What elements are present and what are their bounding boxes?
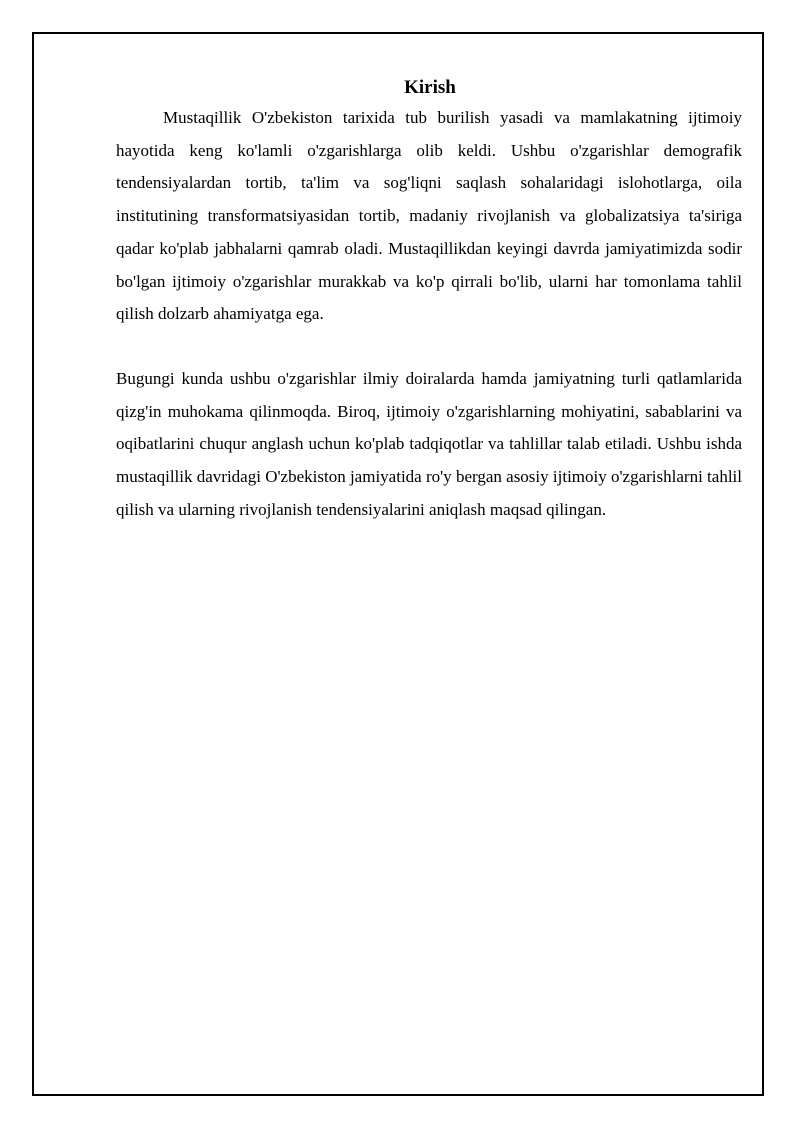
document-title: Kirish	[404, 77, 456, 98]
document-body	[116, 74, 742, 526]
paragraph-intro: Mustaqillik O'zbekiston tarixida tub burilish yasadi va mamlakatning ijtimoiy hayotida keng ko'lamli o'zgarishlarga olib keldi. Ushbu o'zgarishlar demografik tendensiyalardan tortib, ta'lim va sog'liqni saqlash sohalaridagi islohotlarga, oila institutining transformatsiyasidan tortib, madaniy rivojlanish va globalizatsiya ta'siriga qadar ko'plab jabhalarni qamrab oladi. Mustaqillikdan keyingi davrda jamiyatimizda sodir bo'lgan ijtimoiy o'zgarishlar murakkab va ko'p qirrali bo'lib, ularni har tomonlama tahlil qilish dolzarb ahamiyatga ega.	[116, 108, 742, 324]
paragraph-second: Bugungi kunda ushbu o'zgarishlar ilmiy doiralarda hamda jamiyatning turli qatlamlarida qizg'in muhokama qilinmoqda. Biroq, ijtimoiy o'zgarishlarning mohiyatini, sabablarini va oqibatlarini chuqur anglash uchun ko'plab tadqiqotlar va tahlillar talab etiladi. Ushbu ishda mustaqillik davridagi O'zbekiston jamiyatida ro'y bergan asosiy ijtimoiy o'zgarishlarni tahlil qilish va ularning rivojlanish tendensiyalarini aniqlash maqsad qilingan.	[116, 368, 742, 519]
paragraph-spacer	[116, 331, 742, 363]
